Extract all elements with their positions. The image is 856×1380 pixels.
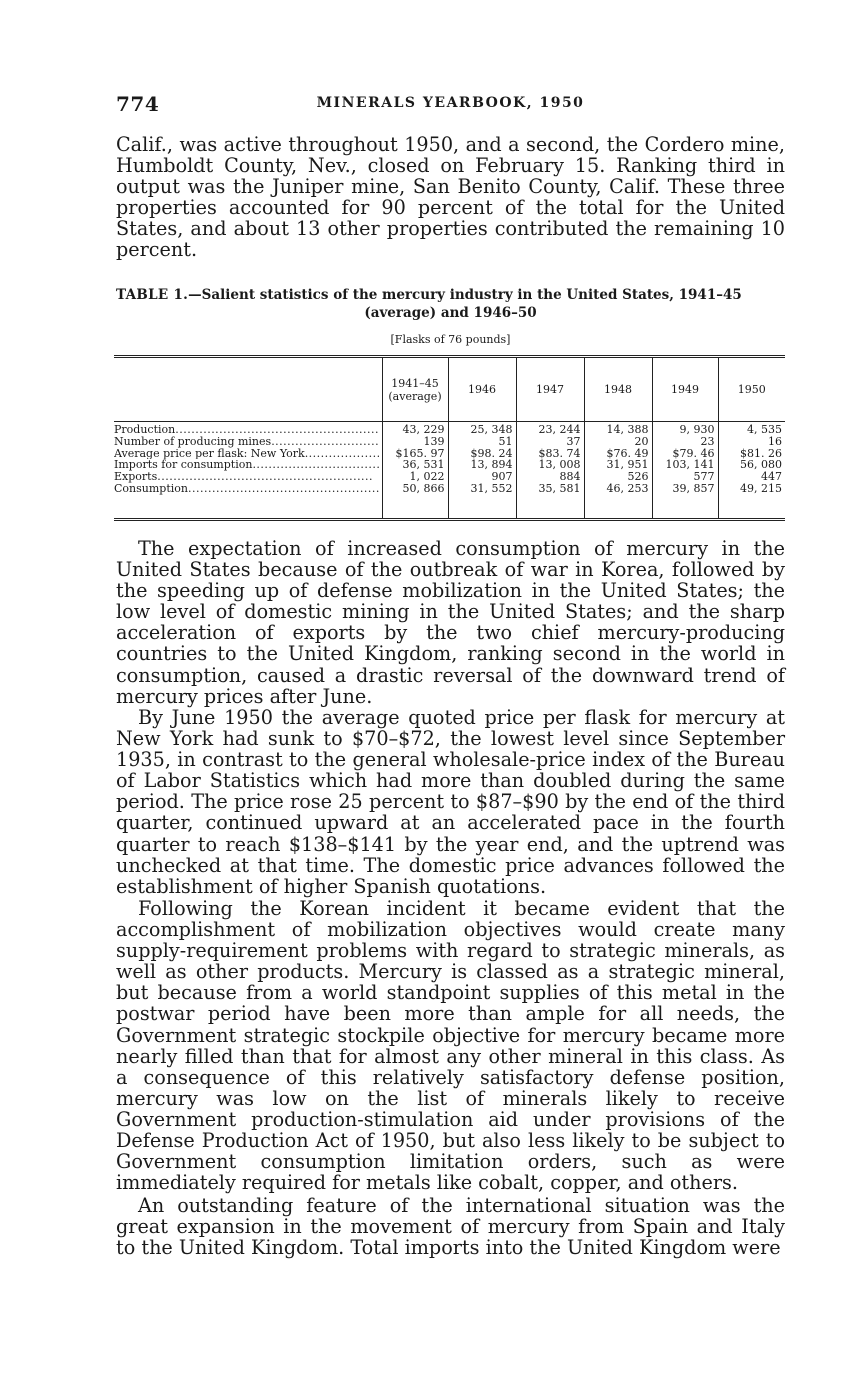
table-cell: 49, 215 [740, 481, 782, 495]
column-header: 1946 [448, 357, 516, 422]
table-cell: 51 [498, 434, 513, 448]
table-cell: 526 [627, 470, 649, 484]
table-cell: 4, 535 [747, 423, 782, 436]
table-header-stub [114, 357, 382, 422]
table-cell: 577 [693, 470, 715, 484]
table-caption-line2: (average) and 1946–50 [364, 305, 537, 321]
mercury-statistics-table [114, 355, 785, 521]
table-cell: 43, 229 [402, 423, 445, 436]
page-header [116, 92, 785, 116]
running-title: MINERALS YEARBOOK, 1950 [316, 95, 585, 111]
page-number: 774 [116, 92, 160, 116]
table-cell: 35, 581 [538, 481, 581, 495]
table-cell: 37 [566, 434, 581, 448]
table-cell: 23, 244 [538, 423, 581, 436]
row-label: Consumption ..... [114, 483, 379, 495]
body-paragraph: Following the Korean incident it became evident that the accomplishment of mobilization objectives would create many supply-requirement problems with regard to strategic minerals, as well as other products. Mercury is classed as a strategic mineral, but because from a world standpoint supplies of this metal in the postwar period have been more than ample for all needs, the Government strategic stockpile objective for mercury became more nearly filled than that for almost any other mineral in this class. As a consequence of this relatively satisfactory defense position, mercury was low on the list of minerals likely to receive Government production-stimulation aid under provisions of the Defense Production Act of 1950, but also less likely to be subject to Government consumption limitation orders, such as were immediately required for metals like cobalt, copper, and others. [116, 897, 785, 1195]
table-cell: 56, 080 [740, 458, 782, 472]
table-caption-label: TABLE 1. [116, 287, 189, 303]
body-paragraph: The expectation of increased consumption of mercury in the United States because of the outbreak of war in Korea, followed by the speeding up of defense mobilization in the United States; the low level of domestic mining in the United States; and the sharp acceleration of exports by the two chief mercury-producing countries to the United Kingdom, ranking second in the world in consumption, caused a drastic reversal of the downward trend of mercury prices after June. [116, 537, 785, 708]
table-header-row [114, 357, 785, 422]
row-label: Imports for consumption ..... [114, 459, 379, 471]
table-caption [116, 286, 785, 322]
table-cell: 23 [700, 434, 715, 448]
column-header: 1948 [584, 357, 652, 422]
table-cell: 103, 141 [665, 458, 715, 472]
column-header: 1949 [652, 357, 718, 422]
row-label: Average price per flask: New York ..... [114, 448, 379, 460]
table-cell: 139 [423, 434, 445, 448]
intro-paragraph: Calif., was active throughout 1950, and a second, the Cordero mine, Humboldt County, Nev., closed on February 15. Ranking third in output was the Juniper mine, San Benito County, Calif. These three properties accounted for 90 percent of the total for the United States, and about 13 other properties contributed the remaining 10 percent. [116, 133, 785, 262]
table-cell: $79. 46 [672, 446, 715, 460]
table-cell: 36, 531 [402, 458, 445, 472]
table-cell: $83. 74 [538, 446, 581, 460]
table-cell: $76. 49 [606, 446, 649, 460]
table-cell: 16 [768, 434, 782, 448]
column-header: 1941–45 (average) [382, 357, 448, 422]
column-header: 1950 [718, 357, 785, 422]
body-paragraph: An outstanding feature of the international situation was the great expansion in the movement of mercury from Spain and Italy to the United Kingdom. Total imports into the United Kingdom were [116, 1194, 785, 1260]
table-cell: 31, 552 [470, 481, 513, 495]
table-cell: 9, 930 [679, 423, 715, 436]
table-cell: $165. 97 [395, 446, 445, 460]
table-cell: $81. 26 [740, 446, 782, 460]
table-caption-line1: —Salient statistics of the mercury industry in the United States, 1941–45 [188, 287, 742, 303]
table-cell: 14, 388 [606, 423, 649, 436]
row-label: Production ..... [114, 424, 379, 436]
table-cell: 46, 253 [606, 481, 649, 495]
row-labels-cell [114, 422, 382, 520]
table-unit-note: [Flasks of 76 pounds] [390, 333, 511, 346]
body-paragraph: By June 1950 the average quoted price per flask for mercury at New York had sunk to $70–$72, the lowest level since September 1935, in contrast to the general wholesale-price index of the Bureau of Labor Statistics which had more than doubled during the same period. The price rose 25 percent to $87–$90 by the end of the third quarter, continued upward at an accelerated pace in the fourth quarter to reach $138–$141 by the year end, and the uptrend was unchecked at that time. The domestic price advances followed the establishment of higher Spanish quotations. [116, 706, 785, 898]
table-cell: 25, 348 [470, 423, 513, 436]
row-label: Number of producing mines ..... [114, 436, 379, 448]
column-header: 1947 [516, 357, 584, 422]
column-values-1941-45 [382, 422, 448, 520]
table-cell: 447 [761, 470, 782, 484]
table-cell: 13, 894 [470, 458, 513, 472]
table-cell: 39, 857 [672, 481, 715, 495]
column-values-1946 [448, 422, 516, 520]
table-cell: 907 [491, 470, 513, 484]
table-cell: 50, 866 [402, 481, 445, 495]
row-label: Exports ..... [114, 471, 379, 483]
table-body-row [114, 422, 785, 520]
table-cell: $98. 24 [470, 446, 513, 460]
table-cell: 31, 951 [606, 458, 649, 472]
column-values-1948 [584, 422, 652, 520]
table-cell: 20 [634, 434, 649, 448]
column-values-1947 [516, 422, 584, 520]
column-values-1949 [652, 422, 718, 520]
column-values-1950 [718, 422, 785, 520]
table-cell: 1, 022 [409, 470, 445, 484]
table-cell: 884 [559, 470, 581, 484]
table-cell: 13, 008 [538, 458, 581, 472]
